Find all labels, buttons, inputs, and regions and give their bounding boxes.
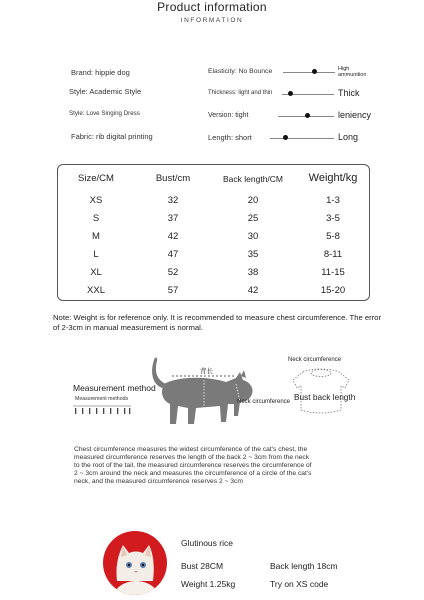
table-cell: 37: [167, 213, 179, 224]
table-cell: 30: [247, 231, 259, 242]
table-cell: 52: [167, 267, 179, 278]
slider-end-elasticity: High ammunition: [338, 66, 367, 78]
table-cell: XL: [90, 267, 102, 278]
attribute-style-dress: Style: Love Singing Dress: [69, 110, 140, 117]
table-row: [58, 249, 369, 265]
model-name: Glutinous rice: [181, 538, 233, 548]
slider-end-version: leniency: [338, 110, 372, 120]
slider-label-length: Length: short: [208, 133, 252, 142]
table-cell: L: [93, 249, 99, 260]
table-row: [58, 213, 369, 229]
table-cell: 8-11: [323, 249, 343, 260]
size-table-header: [58, 173, 369, 189]
table-cell: S: [92, 213, 100, 224]
shirt-outline-icon: [283, 364, 359, 416]
slider-label-version: Version: tight: [208, 112, 249, 119]
bust-label: Bust: [198, 410, 221, 422]
header-bust: Bust/cm: [155, 173, 191, 184]
model-weight: Weight 1.25kg: [181, 579, 236, 589]
table-cell: 42: [167, 231, 179, 242]
measurement-subtitle: Measurement methods: [75, 396, 129, 402]
slider-dot: [312, 69, 317, 74]
page-title: Product information: [157, 0, 267, 14]
table-row: [58, 231, 369, 247]
cat-photo-icon: [103, 531, 167, 595]
table-cell: 42: [247, 285, 259, 296]
slider-end-thickness: Thick: [338, 88, 360, 98]
table-cell: 20: [247, 195, 259, 206]
attribute-brand: Brand: hippie dog: [71, 68, 130, 77]
neck-label: Neck circumference: [237, 399, 291, 405]
page-subtitle: INFORMATION: [180, 17, 244, 24]
slider-end-length: Long: [338, 132, 359, 142]
shirt-neck-label: Neck circumference: [288, 357, 342, 363]
size-table: [57, 164, 370, 301]
slider-label-elasticity: Elasticity: No Bounce: [208, 68, 273, 75]
table-cell: 5-8: [326, 231, 340, 242]
header-size: Size/CM: [78, 173, 114, 184]
table-cell: 11-15: [321, 267, 345, 278]
table-row: [58, 267, 369, 283]
slider-version: [278, 111, 334, 121]
table-cell: 38: [247, 267, 259, 278]
model-back-length: Back length 18cm: [270, 561, 338, 571]
table-row: [58, 195, 369, 211]
header-back-length: Back length/CM: [223, 174, 283, 184]
table-cell: 15-20: [320, 285, 346, 296]
size-note: Note: Weight is for reference only. It is recommended to measure chest circumference. The error of 2-3cm in manual measurement is normal.: [53, 313, 382, 332]
slider-dot: [305, 113, 310, 118]
slider-length: [270, 133, 334, 143]
ruler-icon: [73, 405, 131, 414]
slider-thickness: [282, 89, 334, 99]
table-cell: M: [92, 231, 100, 242]
measurement-explanation: Chest circumference measures the widest circumference of the cat's chest, the measured circumference reserves the length of the back 2 ~ 3cm from the neck to the root of the tail, the measured circumference reserves the circumference of 2 ~ 3cm around the neck and measures the circumference of a circle of the cat's neck, and the measured circumference reserves 2 ~ 3cm: [74, 446, 312, 485]
table-cell: 35: [247, 249, 259, 260]
shirt-body-label: Bust back length: [294, 392, 356, 402]
model-try-on: Try on XS code: [270, 579, 329, 589]
model-avatar: [103, 531, 167, 595]
slider-dot: [283, 135, 288, 140]
table-cell: 47: [167, 249, 179, 260]
measurement-title: Measurement method: [73, 383, 156, 393]
table-cell: 25: [247, 213, 259, 224]
table-cell: 57: [167, 285, 179, 296]
model-bust: Bust 28CM: [181, 561, 224, 571]
attribute-fabric: Fabric: rib digital printing: [71, 132, 153, 141]
slider-label-thickness: Thickness: light and thin: [208, 90, 273, 96]
table-cell: 1-3: [326, 195, 340, 206]
table-cell: XXL: [87, 285, 105, 296]
table-cell: 3-5: [326, 213, 340, 224]
back-length-label: 背长: [200, 368, 213, 375]
table-cell: 32: [167, 195, 179, 206]
table-cell: XS: [89, 195, 103, 206]
header-weight: Weight/kg: [308, 172, 358, 184]
table-row: [58, 285, 369, 301]
slider-elasticity: [283, 67, 335, 77]
attribute-style: Style: Academic Style: [69, 87, 142, 96]
slider-dot: [288, 91, 293, 96]
